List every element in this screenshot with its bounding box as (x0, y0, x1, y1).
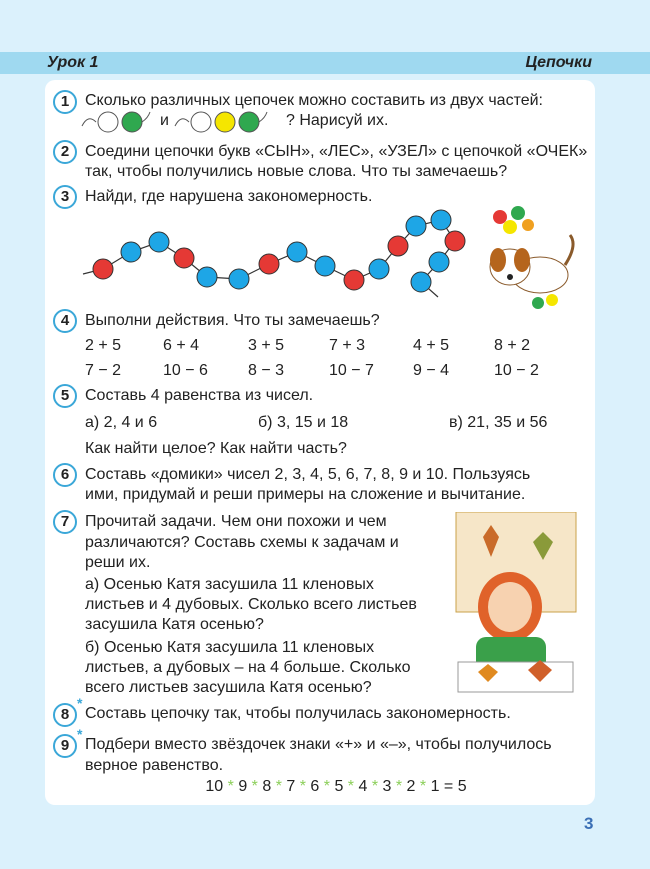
bead-red (174, 248, 194, 268)
expression: 10 − 2 (494, 362, 539, 379)
task-number: 1 (53, 90, 77, 114)
bead-red (93, 259, 113, 279)
bead-blue (431, 210, 451, 230)
equation-number: 8 (262, 778, 272, 795)
task-text: Составь 4 равенства из чисел. (85, 387, 314, 404)
task-text: Выполни действия. Что ты замечаешь? (85, 312, 380, 329)
equation-number: 10 (205, 778, 224, 795)
task-number: 4 (53, 309, 77, 333)
operator-placeholder: * (319, 778, 335, 795)
equation-number: 7 (286, 778, 296, 795)
and-text: и (160, 112, 169, 129)
expression: 2 + 5 (85, 337, 122, 354)
task-number: 5 (53, 384, 77, 408)
equation-number: 1 (430, 778, 440, 795)
operator-placeholder: * (343, 778, 359, 795)
option: в) 21, 35 и 56 (449, 414, 548, 431)
equation-number: 3 (382, 778, 392, 795)
problem-a: листьев и 4 дубовых. Сколько всего листьев (85, 596, 417, 613)
task-text: верное равенство. (85, 757, 224, 774)
bead-red (259, 254, 279, 274)
equation-number: 6 (310, 778, 320, 795)
expression: 8 − 3 (248, 362, 285, 379)
option: б) 3, 15 и 18 (258, 414, 349, 431)
equation-number: 2 (406, 778, 416, 795)
task-text: Найди, где нарушена закономерность. (85, 188, 373, 205)
problem-b: листьев, а дубовых – на 4 больше. Сколько (85, 659, 411, 676)
expression: 10 − 6 (163, 362, 208, 379)
problem-b: всего листьев засушила Катя осенью? (85, 679, 372, 696)
task-text: Подбери вместо звёздочек знаки «+» и «–», чтобы получилось (85, 736, 552, 753)
equation-number: 9 (238, 778, 248, 795)
bead-blue (149, 232, 169, 252)
expression: 7 − 2 (85, 362, 122, 379)
operator-placeholder: * (295, 778, 311, 795)
page-number: 3 (584, 814, 594, 833)
equation-number: 5 (334, 778, 344, 795)
task-text: Прочитай задачи. Чем они похожи и чем (85, 513, 387, 530)
task-number: 9 (53, 734, 77, 758)
task-number: 7 (53, 510, 77, 534)
operator-placeholder: * (391, 778, 407, 795)
bead-blue (369, 259, 389, 279)
expression: 6 + 4 (163, 337, 200, 354)
task-text: Соедини цепочки букв «СЫН», «ЛЕС», «УЗЕЛ» с цепочкой «ОЧЕК» (85, 143, 588, 160)
task-text: ? Нарисуй их. (286, 112, 389, 129)
operator-placeholder: * (223, 778, 239, 795)
expression: 9 − 4 (413, 362, 450, 379)
lesson-label: Урок 1 (47, 54, 99, 71)
expression: 4 + 5 (413, 337, 450, 354)
task-text: ими, придумай и реши примеры на сложение и вычитание. (85, 486, 526, 503)
bead-red (445, 231, 465, 251)
dog-illustration (480, 205, 580, 310)
problem-a: засушила Катя осенью? (85, 616, 264, 633)
bead-blue (229, 269, 249, 289)
equation-number: 4 (358, 778, 368, 795)
equation (141, 777, 531, 797)
task-number: 3 (53, 185, 77, 209)
expression: 8 + 2 (494, 337, 531, 354)
problem-a: а) Осенью Катя засушила 11 кленовых (85, 576, 374, 593)
option: а) 2, 4 и 6 (85, 414, 158, 431)
operator-placeholder: * (247, 778, 263, 795)
bead-blue (287, 242, 307, 262)
bead-blue (429, 252, 449, 272)
task-text: различаются? Составь схемы к задачам и (85, 534, 399, 551)
problem-b: б) Осенью Катя засушила 11 кленовых (85, 639, 375, 656)
expression: 7 + 3 (329, 337, 366, 354)
star-mark: * (77, 695, 83, 711)
task-number: 8 (53, 703, 77, 727)
operator-placeholder: * (367, 778, 383, 795)
equation-result: = 5 (439, 778, 467, 795)
task-number: 2 (53, 140, 77, 164)
question: Как найти целое? Как найти часть? (85, 440, 347, 457)
operator-placeholder: * (415, 778, 431, 795)
task-text: Сколько различных цепочек можно составить из двух частей: (85, 92, 543, 109)
task-text: Составь цепочку так, чтобы получилась закономерность. (85, 705, 511, 722)
task-number: 6 (53, 463, 77, 487)
bead-blue (411, 272, 431, 292)
bead-blue (315, 256, 335, 276)
bead-blue (121, 242, 141, 262)
task-text: так, чтобы получились новые слова. Что ты замечаешь? (85, 163, 508, 180)
bead-blue (197, 267, 217, 287)
topic-label: Цепочки (525, 54, 592, 71)
star-mark: * (77, 726, 83, 742)
bead-blue (406, 216, 426, 236)
task-text: Составь «домики» чисел 2, 3, 4, 5, 6, 7, 8, 9 и 10. Пользуясь (85, 466, 531, 483)
operator-placeholder: * (271, 778, 287, 795)
expression: 10 − 7 (329, 362, 374, 379)
girl-with-leaves-illustration (448, 512, 583, 697)
bead-red (344, 270, 364, 290)
expression: 3 + 5 (248, 337, 285, 354)
task-text: реши их. (85, 554, 151, 571)
bead-red (388, 236, 408, 256)
